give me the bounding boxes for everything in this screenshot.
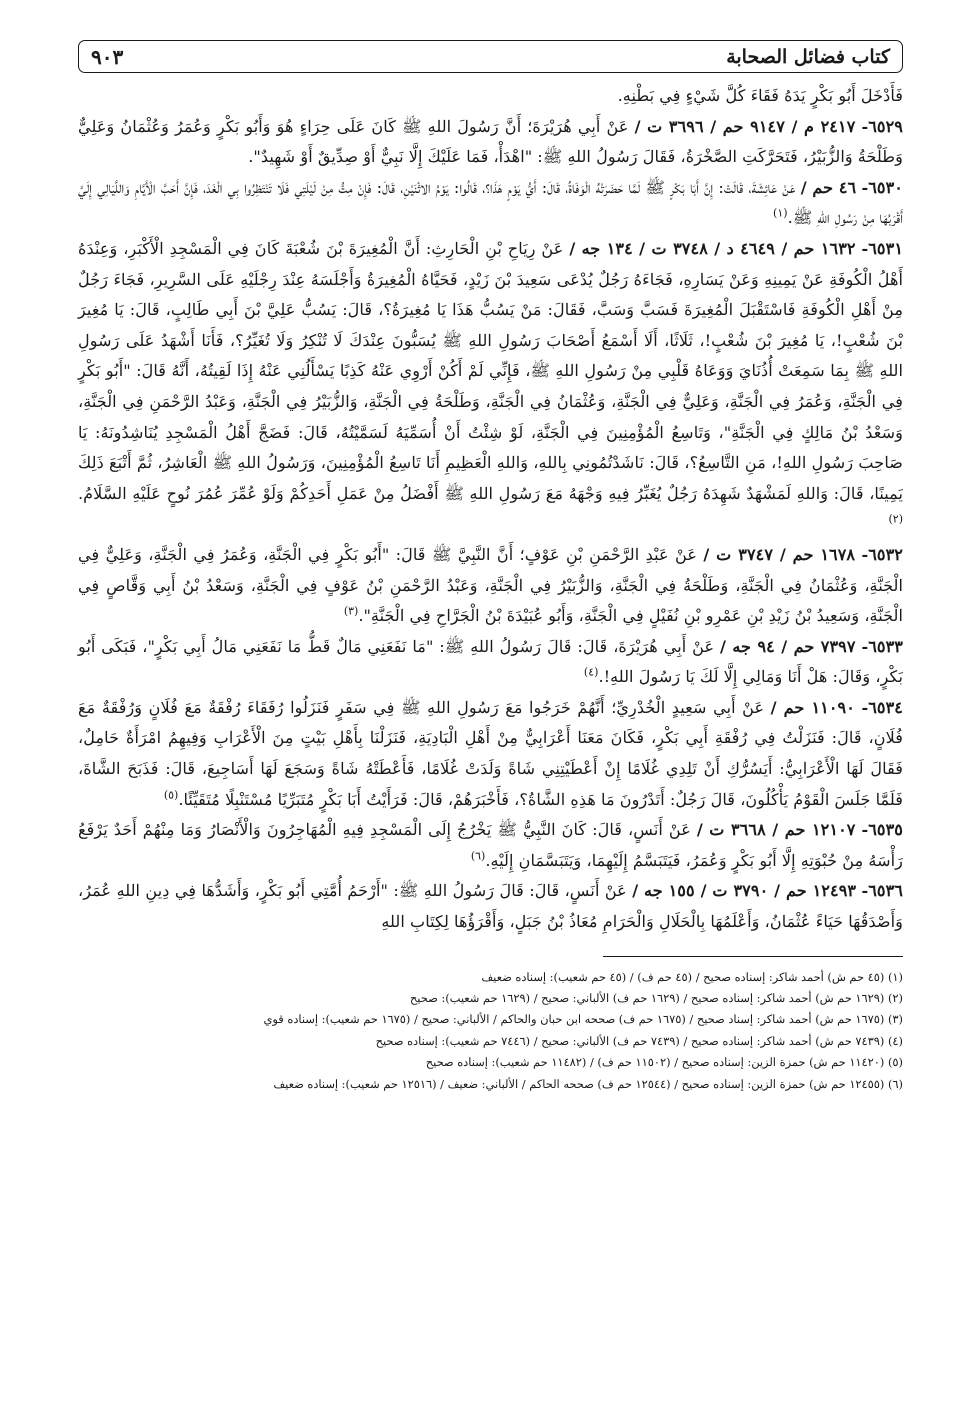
running-header <box>78 40 903 73</box>
hadith-sources: ١٦٧٨ حم / ٣٧٤٧ ت / <box>703 544 856 564</box>
hadith-text: عَنْ أَبِي هُرَيْرَةَ؛ أَنَّ رَسُولَ اللهِ ﷺ كَانَ عَلَى حِرَاءٍ هُوَ وَأَبُو بَكْرٍ وَعُمَرُ وَعُثْمَانُ وَعَلِيٌّ وَطَلْحَةُ وَالزُّبَيْرُ، فَتَحَرَّكَتِ الصَّخْرَةُ، فَقَالَ رَسُولُ اللهِ ﷺ: "اهْدَأْ، فَمَا عَلَيْكَ إِلَّا نَبِيٌّ أَوْ صِدِّيقٌ أَوْ شَهِيدٌ". <box>78 116 903 167</box>
hadith-paragraph <box>78 173 903 234</box>
hadith-body <box>78 81 903 938</box>
footnote-ref: (١) <box>773 206 788 220</box>
hadith-sources: ٤٦ حم / <box>800 177 857 197</box>
footnote-line: (١) (٤٥ حم ش) أحمد شاكر: إسناده صحيح / (٤٥ حم ف) / (٤٥ حم شعيب): إسناده ضعيف <box>481 969 903 984</box>
hadith-number: ٦٥٣٥- <box>861 820 903 840</box>
hadith-text: عَنْ عَبْدِ الرَّحْمَنِ بْنِ عَوْفٍ؛ أَنَّ النَّبِيَّ ﷺ قَالَ: "أَبُو بَكْرٍ فِي الْجَنَّةِ، وَعُمَرُ فِي الْجَنَّةِ، وَعَلِيٌّ فِي الْجَنَّةِ، وَعُثْمَانُ فِي الْجَنَّةِ، وَطَلْحَةُ فِي الْجَنَّةِ، وَالزُّبَيْرُ فِي الْجَنَّةِ، وَعَبْدُ الرَّحْمَنِ بْنُ عَوْفٍ فِي الْجَنَّةِ، وَسَعْدُ بْنُ أَبِي وَقَّاصٍ فِي الْجَنَّةِ، وَسَعِيدُ بْنُ زَيْدِ بْنِ عَمْرِو بْنِ نُفَيْلٍ فِي الْجَنَّةِ، وَأَبُو عُبَيْدَةَ بْنُ الْجَرَّاحِ فِي الْجَنَّةِ". <box>78 544 903 626</box>
hadith-number: ٦٥٣٦- <box>861 881 903 901</box>
hadith-paragraph <box>78 815 903 876</box>
hadith-sources: ١٦٣٢ حم / ٤٦٤٩ د / ٣٧٤٨ ت / ١٣٤ جه / <box>569 238 856 258</box>
hadith-paragraph <box>78 540 903 632</box>
hadith-paragraph <box>78 632 903 693</box>
hadith-sources: ٢٤١٧ م / ٩١٤٧ حم / ٣٦٩٦ ت / <box>634 116 856 136</box>
hadith-number: ٦٥٣١- <box>861 238 904 258</box>
hadith-paragraph <box>78 112 903 173</box>
footnote-ref: (٣) <box>343 604 359 618</box>
hadith-number: ٦٥٣٣- <box>861 636 903 656</box>
hadith-number: ٦٥٢٩- <box>861 116 903 136</box>
hadith-text: عَنْ أَبِي هُرَيْرَةَ، قَالَ: قَالَ رَسُولُ اللهِ ﷺ: "مَا نَفَعَنِي مَالٌ قَطُّ مَا نَفَعَنِي مَالُ أَبِي بَكْرٍ"، فَبَكَى أَبُو بَكْرٍ، وَقَالَ: هَلْ أَنَا وَمَالِي إِلَّا لَكَ يَا رَسُولَ اللهِ!. <box>78 636 903 687</box>
footnote-line: (٣) (١٦٧٥ حم ش) أحمد شاكر: إسناد صحيح / (١٦٧٥ حم ف) صححه ابن حبان والحاكم / الألباني: صحيح / (١٦٧٥ حم شعيب): إسناده قوي <box>263 1012 903 1027</box>
footnote-ref: (٤) <box>583 665 599 679</box>
hadith-paragraph <box>78 876 903 937</box>
hadith-text: فَأَدْخَلَ أَبُو بَكْرٍ يَدَهُ فَقَاءَ كُلَّ شَيْءٍ فِي بَطْنِهِ. <box>617 86 903 105</box>
footnote-separator <box>603 956 903 957</box>
footnote-ref: (٥) <box>163 788 179 802</box>
footnote-line: (٦) (١٢٤٥٥ حم ش) حمزة الزين: إسناده صحيح / (١٢٥٤٤ حم ف) صححه الحاكم / الألباني: ضعيف / (١٢٥١٦ حم شعيب): إسناده ضعيف <box>273 1076 903 1091</box>
hadith-number: ٦٥٣٤- <box>861 697 903 717</box>
footnotes <box>78 967 903 1095</box>
hadith-number: ٦٥٣٠- <box>861 177 903 197</box>
page-number: ٩٠٣ <box>91 44 124 69</box>
hadith-sources: ١٢١٠٧ حم / ٣٦٦٨ ت / <box>696 820 856 840</box>
footnote-line: (٢) (١٦٢٩ حم ش) أحمد شاكر: إسناده صحيح / (١٦٢٩ حم ف) الألباني: صحيح / (١٦٢٩ حم شعيب): صحيح <box>409 991 903 1006</box>
footnote-ref: (٦) <box>470 849 486 863</box>
footnote-ref: (٢) <box>888 512 903 526</box>
hadith-text: عَنْ رِيَاحِ بْنِ الْحَارِثِ: أَنَّ الْمُغِيرَةَ بْنَ شُعْبَةَ كَانَ فِي الْمَسْجِدِ الْأَكْبَرِ، وَعِنْدَهُ أَهْلُ الْكُوفَةِ عَنْ يَمِينِهِ وَعَنْ يَسَارِهِ، فَجَاءَهُ رَجُلٌ يُدْعَى سَعِيدَ بْنَ زَيْدٍ، فَحَيَّاهُ الْمُغِيرَةُ وَأَجْلَسَهُ عِنْدَ رِجْلَيْهِ عَلَى السَّرِيرِ، فَجَاءَ رَجُلٌ مِنْ أَهْلِ الْكُوفَةِ فَاسْتَقْبَلَ الْمُغِيرَةَ فَسَبَّ وَسَبَّ، فَقَالَ: مَنْ يَسُبُّ هَذَا يَا مُغِيرَةُ؟، قَالَ: يَسُبُّ عَلِيَّ بْنَ أَبِي طَالِبٍ، قَالَ: يَا مُغِيرَ بْنَ شُعْبٍ!، يَا مُغِيرَ بْنَ شُعْبٍ!، ثَلَاثًا، أَلَا أَسْمَعُ أَصْحَابَ رَسُولِ اللهِ ﷺ يُسَبُّونَ عِنْدَكَ لَا تُنْكِرُ وَلَا تُغَيِّرُ؟، فَأَنَا أَشْهَدُ عَلَى رَسُولِ اللهِ ﷺ بِمَا سَمِعَتْ أُذُنَايَ وَوَعَاهُ قَلْبِي مِنْ رَسُولِ اللهِ ﷺ، فَإِنِّي لَمْ أَكُنْ أَرْوِي عَنْهُ كَذِبًا يَسْأَلُنِي عَنْهُ إِذَا لَقِيتُهُ، أَنَّهُ قَالَ: "أَبُو بَكْرٍ فِي الْجَنَّةِ، وَعُمَرُ فِي الْجَنَّةِ، وَعَلِيٌّ فِي الْجَنَّةِ، وَعُثْمَانُ فِي الْجَنَّةِ، وَطَلْحَةُ فِي الْجَنَّةِ، وَالزُّبَيْرُ فِي الْجَنَّةِ، وَعَبْدُ الرَّحْمَنِ فِي الْجَنَّةِ، وَسَعْدُ بْنُ مَالِكٍ فِي الْجَنَّةِ"، وَتَاسِعُ الْمُؤْمِنِينَ فِي الْجَنَّةِ، لَوْ شِئْتُ أَنْ أُسَمِّيَهُ لَسَمَّيْتُهُ، قَالَ: فَضَجَّ أَهْلُ الْمَسْجِدِ يُنَاشِدُونَهُ: يَا صَاحِبَ رَسُولِ اللهِ!، مَنِ التَّاسِعُ؟، قَالَ: نَاشَدْتُمُونِي بِاللهِ، وَاللهِ الْعَظِيمِ أَنَا تَاسِعُ الْمُؤْمِنِينَ، وَرَسُولُ اللهِ ﷺ الْعَاشِرُ، ثُمَّ أَتْبَعَ ذَلِكَ يَمِينًا، قَالَ: وَاللهِ لَمَشْهَدٌ شَهِدَهُ رَجُلٌ يُغَبِّرُ فِيهِ وَجْهَهُ مَعَ رَسُولِ اللهِ ﷺ أَفْضَلُ مِنْ عَمَلِ أَحَدِكُمْ وَلَوْ عُمِّرَ عُمُرَ نُوحٍ عَلَيْهِ السَّلَامُ. <box>78 238 903 503</box>
hadith-sources: ١١٠٩٠ حم / <box>770 697 855 717</box>
hadith-sources: ٧٣٩٧ حم / ٩٤ جه / <box>720 636 856 656</box>
hadith-sources: ١٢٤٩٣ حم / ٣٧٩٠ ت / ١٥٥ جه / <box>632 881 857 901</box>
hadith-text: عَنْ أَنَسٍ، قَالَ: كَانَ النَّبِيُّ ﷺ يَخْرُجُ إِلَى الْمَسْجِدِ فِيهِ الْمُهَاجِرُونَ وَالْأَنْصَارُ وَمَا مِنْهُمْ أَحَدٌ يَرْفَعُ رَأْسَهُ مِنْ حُبْوَتِهِ إِلَّا أَبُو بَكْرٍ وَعُمَرُ، فَيَتَبَسَّمُ إِلَيْهِمَا، وَيَتَبَسَّمَانِ إِلَيْهِ. <box>78 820 903 870</box>
hadith-paragraph <box>78 81 903 112</box>
hadith-text: عَنْ أَنَسٍ، قَالَ: قَالَ رَسُولُ اللهِ ﷺ: "أَرْحَمُ أُمَّتِي أَبُو بَكْرٍ، وَأَشَدُّهَا فِي دِينِ اللهِ عُمَرُ، وَأَصْدَقُهَا حَيَاءً عُثْمَانُ، وَأَعْلَمُهَا بِالْحَلَالِ وَالْحَرَامِ مُعَاذُ بْنُ جَبَلٍ، وَأَقْرَؤُهَا لِكِتَابِ اللهِ <box>78 881 903 932</box>
hadith-text: عَنْ عَائِشَةَ، قَالَتْ: إِنَّ أَبَا بَكْرٍ ﷺ لَمَّا حَضَرَتْهُ الْوَفَاةُ، قَالَ: أَيُّ يَوْمٍ هَذَا؟، قَالُوا: يَوْمُ الاثْنَيْنِ، قَالَ: فَإِنْ مِتُّ مِنْ لَيْلَتِي فَلَا تَنْتَظِرُوا بِي الْغَدَ، فَإِنَّ أَحَبَّ الْأَيَّامِ وَاللَّيَالِي إِلَيَّ أَقْرَبُهَا مِنْ رَسُولِ اللهِ ﷺ. <box>78 177 903 228</box>
book-title: كتاب فضائل الصحابة <box>726 45 890 68</box>
hadith-number: ٦٥٣٢- <box>861 544 903 564</box>
hadith-paragraph <box>78 693 903 815</box>
footnote-line: (٥) (١١٤٢٠ حم ش) حمزة الزين: إسناده صحيح / (١١٥٠٢ حم ف) / (١١٤٨٢ حم شعيب): إسناده صحيح <box>425 1055 903 1070</box>
footnote-line: (٤) (٧٤٣٩ حم ش) أحمد شاكر: إسناده صحيح / (٧٤٣٩ حم ف) الألباني: صحيح / (٧٤٤٦ حم شعيب): إسناده صحيح <box>375 1033 903 1048</box>
hadith-paragraph <box>78 234 903 540</box>
hadith-text: عَنْ أَبِي سَعِيدٍ الْخُدْرِيِّ؛ أَنَّهُمْ خَرَجُوا مَعَ رَسُولِ اللهِ ﷺ فِي سَفَرٍ فَنَزَلُوا رُفَقَاءَ رُفْقَةٌ مَعَ فُلَانٍ وَرُفْقَةٌ مَعَ فُلَانٍ، قَالَ: فَنَزَلْتُ فِي رُفْقَةِ أَبِي بَكْرٍ، فَكَانَ مَعَنَا أَعْرَابِيٌّ مِنْ أَهْلِ الْبَادِيَةِ، فَنَزَلْنَا بِأَهْلِ بَيْتٍ مِنَ الْأَعْرَابِ وَفِيهِمُ امْرَأَةٌ حَامِلٌ، فَقَالَ لَهَا الْأَعْرَابِيُّ: أَيَسُرُّكِ أَنْ تَلِدِي غُلَامًا إِنْ أَعْطَيْتِنِي شَاةً وَلَدَتْ غُلَامًا، فَأَعْطَتْهُ شَاةً وَسَجَعَ لَهَا أَسَاجِيعَ، قَالَ: فَذَبَحَ الشَّاةَ، فَلَمَّا جَلَسَ الْقَوْمُ يَأْكُلُونَ، قَالَ رَجُلٌ: أَتَدْرُونَ مَا هَذِهِ الشَّاةُ؟، فَأَخْبَرَهُمْ، قَالَ: فَرَأَيْتُ أَبَا بَكْرٍ مُتَبَرِّيًا مُسْتَنْبِلًا مُتَقَيِّئًا. <box>78 697 903 809</box>
